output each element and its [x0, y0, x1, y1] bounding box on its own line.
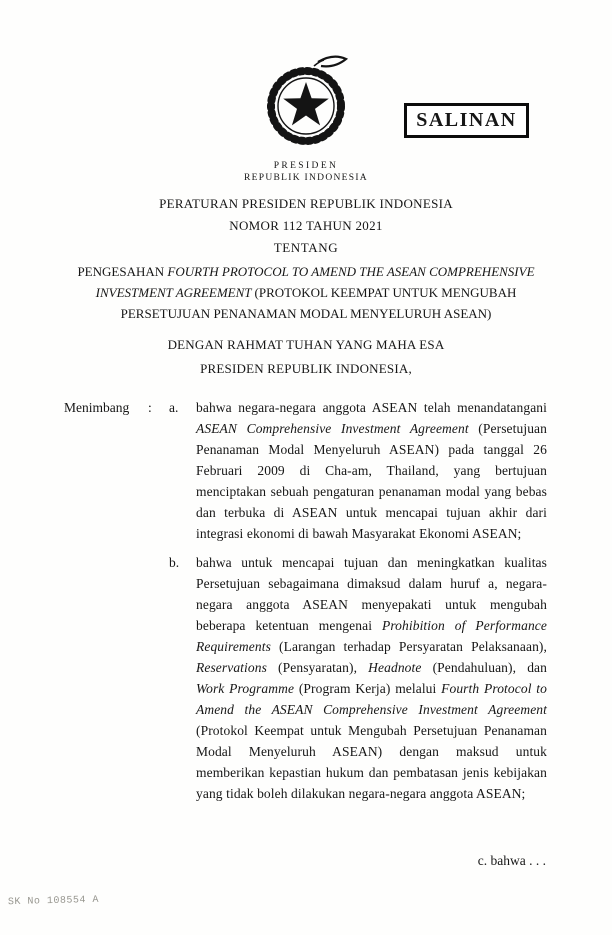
presidential-emblem-svg	[254, 50, 358, 152]
item-text-a: bahwa negara-negara anggota ASEAN telah menandatangani ASEAN Comprehensive Investment Agreement (Persetujuan Penanaman Modal Menyeluruh ASEAN) pada tanggal 26 Februari 2009 di Cha-am, Thailand, yang bertujuan menciptakan sebuah pengaturan penanaman modal yang bebas dan terbuka di ASEAN untuk mencapai tujuan akhir dari integrasi ekonomi di bawah Masyarakat Ekonomi ASEAN;	[196, 400, 547, 541]
considering-section	[64, 397, 547, 812]
item-letter-a: a.	[169, 400, 179, 415]
presidential-emblem-icon	[254, 50, 358, 152]
subject-line-2: INVESTMENT AGREEMENT (PROTOKOL KEEMPAT UNTUK MENGUBAH	[95, 285, 517, 300]
subject-line-3: PERSETUJUAN PENANAMAN MODAL MENYELURUH ASEAN)	[120, 306, 492, 321]
considering-item-b	[169, 552, 547, 804]
letterhead-republik-indonesia: REPUBLIK INDONESIA	[244, 173, 368, 183]
considering-row	[64, 397, 547, 812]
regulation-subject	[0, 261, 612, 324]
considering-items	[169, 397, 547, 812]
item-text-b: bahwa untuk mencapai tujuan dan meningkatkan kualitas Persetujuan sebagaimana dimaksud dalam huruf a, negara-negara anggota ASEAN menyepakati untuk mengubah beberapa ketentuan mengenai Prohibition of Performance Requirements (Larangan terhadap Persyaratan Pelaksanaan), Reservations (Pensyaratan), Headnote (Pendahuluan), dan Work Programme (Program Kerja) melalui Fourth Protocol to Amend the ASEAN Comprehensive Investment Agreement (Protokol Keempat untuk Mengubah Persetujuan Penanaman Modal Menyeluruh ASEAN) dengan maksud untuk memberikan kepastian hukum dan pembatasan jenis kebijakan yang tidak boleh dilakukan negara-negara anggota ASEAN;	[196, 555, 547, 801]
page-continuation-marker: c. bahwa . . .	[477, 853, 546, 868]
considering-item-a	[169, 397, 547, 544]
preamble-grace-line: DENGAN RAHMAT TUHAN YANG MAHA ESA	[167, 337, 445, 352]
considering-label: Menimbang	[64, 400, 130, 415]
item-letter-b: b.	[169, 555, 180, 570]
regulation-title: PERATURAN PRESIDEN REPUBLIK INDONESIA	[159, 196, 453, 211]
salinan-stamp	[404, 103, 529, 138]
salinan-label: SALINAN	[416, 109, 517, 131]
regulation-number: NOMOR 112 TAHUN 2021	[229, 218, 383, 233]
subject-line-1: PENGESAHAN FOURTH PROTOCOL TO AMEND THE ASEAN COMPREHENSIVE	[77, 264, 535, 279]
considering-colon: :	[148, 400, 152, 415]
document-control-number: SK No 108554 A	[7, 894, 100, 909]
preamble-president-line: PRESIDEN REPUBLIK INDONESIA,	[200, 361, 412, 376]
tentang-label: TENTANG	[273, 240, 339, 255]
letterhead-presiden: PRESIDEN	[273, 161, 339, 171]
